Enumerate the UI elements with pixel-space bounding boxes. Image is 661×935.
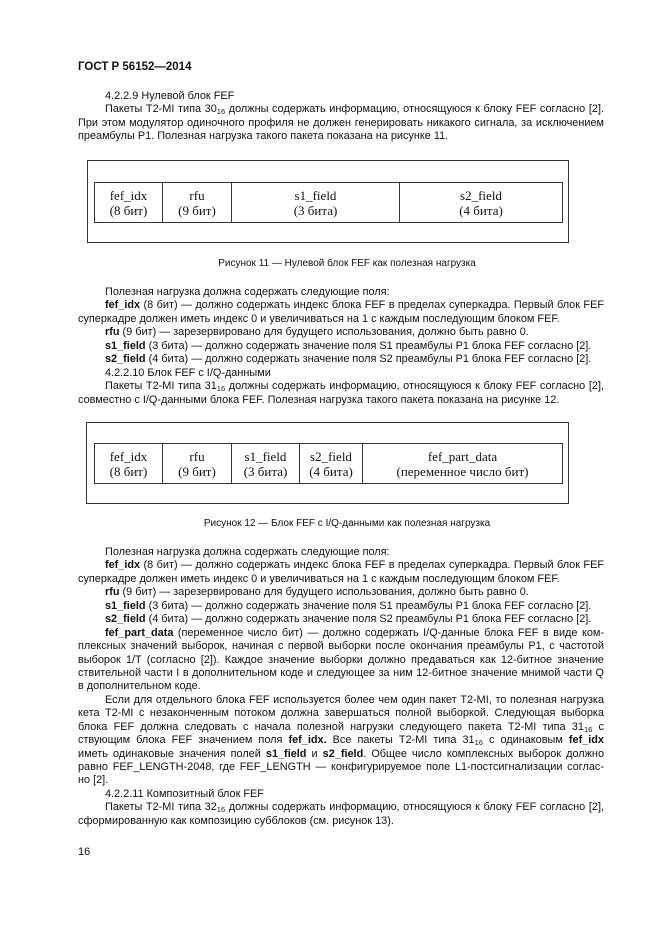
text-line	[78, 707, 604, 720]
text-line	[78, 286, 604, 299]
section-4-2-2-9	[78, 90, 604, 144]
subscript: 16	[216, 805, 226, 815]
field-term: rfu	[105, 586, 120, 599]
field-term: fef_idx.	[288, 734, 327, 747]
figure-12-payload-table	[94, 443, 563, 484]
field-name: rfu	[189, 448, 205, 464]
section-4-2-2-10	[78, 286, 604, 407]
subscript: 16	[474, 738, 483, 748]
text-segment: равно FEF_LENGTH-2048, где FEF_LENGTH — конфигурируемое поле L1-постсигнализации соглас-	[78, 761, 604, 773]
text-segment: ствительной части I в дополнительном коде и следующее за ним 12-битное значение мнимой части Q	[78, 666, 604, 679]
text-segment: (3 бита) — должно содержать значение поля S1 преамбулы P1 блока FEF согласно [2].	[145, 599, 592, 612]
field-size: (3 бита)	[293, 202, 338, 218]
text-line	[78, 573, 604, 586]
field-cell	[363, 444, 562, 483]
text-segment: должны содержать информацию, относящуюся к блоку FEF согласно [2],	[225, 801, 604, 814]
field-size: (8 бит)	[109, 202, 148, 218]
field-size: (4 бита)	[309, 463, 353, 479]
field-term: s2_field	[322, 747, 364, 760]
text-segment: преамбулы P1. Полезная нагрузка такого пакета показана на рисунке 11.	[78, 130, 449, 143]
field-cell	[163, 444, 232, 483]
text-line	[78, 90, 604, 103]
text-segment: (8 бит) — должно содержать индекс блока FEF в пределах суперкадра. Первый блок FEF	[143, 299, 604, 312]
text-segment: 4.2.2.9 Нулевой блок FEF	[105, 90, 235, 102]
field-cell	[163, 183, 232, 222]
text-segment: сформированную как композицию субблоков (см. рисунок 13).	[78, 814, 394, 827]
field-cell	[232, 183, 400, 222]
text-line	[78, 326, 604, 339]
field-cell	[300, 444, 363, 483]
text-line	[78, 130, 604, 143]
text-segment: но [2].	[78, 774, 109, 787]
text-segment: Пакеты T2-MI типа 31	[105, 380, 217, 393]
field-name: fef_idx	[109, 448, 148, 464]
text-line	[78, 299, 604, 312]
text-line	[78, 721, 604, 734]
text-segment: Полезная нагрузка должна содержать следующие поля:	[105, 286, 390, 298]
text-segment: (8 бит) — должно содержать индекс блока FEF в пределах суперкадра. Первый блок FEF	[143, 559, 604, 572]
section-fields-and-4-2-2-11	[78, 546, 604, 828]
field-size: (4 бита)	[459, 202, 503, 218]
text-line	[78, 680, 604, 693]
text-line	[78, 586, 604, 599]
text-segment: должны содержать информацию, относящуюся к блоку FEF согласно [2].	[225, 103, 604, 116]
text-segment: (9 бит) — зарезервировано для будущего использования, должно быть равно 0.	[119, 326, 529, 339]
text-line	[78, 394, 604, 407]
figure-12-caption: Рисунок 12 — Блок FEF с I/Q-данными как полезная нагрузка	[203, 518, 491, 529]
text-segment: выборок 1/T (согласно [2]). Каждое значение выборки должно предаваться как 12-битное значение	[78, 653, 604, 666]
text-segment: суперкадре должен иметь индекс 0 и увеличиваться на 1 с каждым последующим блоком FEF.	[78, 572, 560, 585]
text-segment: иметь одинаковые значения полей	[78, 747, 266, 760]
text-segment: плексных значений выборок, начиная с первой выборки после окончания преамбулы P1, с частотой	[78, 640, 604, 653]
text-segment: (3 бита) — должно содержать значение поля S1 преамбулы P1 блока FEF согласно [2].	[145, 339, 592, 352]
subscript: 16	[583, 724, 593, 734]
text-segment: Все пакеты T2-MI типа 31	[326, 734, 475, 747]
field-size: (переменное число бит)	[396, 463, 529, 479]
text-line	[78, 559, 604, 572]
text-line	[78, 748, 604, 761]
text-segment: ствующим блока FEF значением поля	[78, 734, 289, 747]
text-line	[78, 815, 604, 828]
text-segment: (переменное число бит) — должно содержать I/Q-данные блока FEF в виде ком-	[173, 626, 604, 639]
field-term: s1_field	[265, 747, 307, 760]
text-segment: в дополнительном коде.	[78, 680, 201, 693]
text-segment: (4 бита) — должно содержать значение поля S2 преамбулы P1 блока FEF согласно [2].	[145, 353, 592, 366]
text-line	[78, 613, 604, 626]
text-segment: . Общее число комплексных выборок должно	[363, 747, 604, 760]
text-segment: (9 бит) — зарезервировано для будущего использования, должно быть равно 0.	[119, 586, 529, 599]
text-line	[78, 103, 604, 116]
figure-11-caption: Рисунок 11 — Нулевой блок FEF как полезная нагрузка	[218, 258, 476, 269]
field-cell	[400, 183, 562, 222]
field-name: rfu	[189, 187, 205, 203]
field-name: s2_field	[310, 448, 352, 464]
field-term: fef_idx	[105, 299, 141, 312]
field-term: rfu	[105, 326, 120, 339]
text-segment: суперкадре должен иметь индекс 0 и увеличиваться на 1 с каждым последующим блоком FEF.	[78, 312, 560, 325]
field-term: fef_part_data	[105, 626, 174, 639]
field-term: s2_field	[105, 353, 146, 366]
field-term: fef_idx	[105, 559, 141, 572]
text-segment: При этом модулятор одиночного профиля не должен генерировать никакого сигнала, за исключением	[78, 116, 604, 129]
text-segment: 4.2.2.11 Композитный блок FEF	[105, 787, 264, 800]
text-segment: кета T2-MI с незаконченным потоком должна завершаться полной выборкой. Следующая выборка	[78, 707, 604, 720]
field-term: s1_field	[105, 599, 146, 612]
field-size: (8 бит)	[109, 463, 148, 479]
text-line	[78, 667, 604, 680]
text-line	[78, 761, 604, 774]
text-line	[78, 600, 604, 613]
subscript: 16	[216, 107, 226, 117]
field-term: fef_idx	[568, 734, 604, 747]
text-line	[78, 627, 604, 640]
subscript: 16	[216, 384, 226, 394]
figure-11-payload-table	[94, 182, 563, 223]
text-line	[78, 654, 604, 667]
field-name: s1_field	[294, 187, 337, 203]
text-line	[78, 117, 604, 130]
text-segment: Пакеты T2-MI типа 30	[105, 103, 217, 116]
text-line	[78, 546, 604, 559]
text-line	[78, 313, 604, 326]
text-line	[78, 788, 604, 801]
text-segment: с одинаковым	[482, 734, 569, 747]
text-line	[78, 694, 604, 707]
field-size: (3 бита)	[243, 463, 288, 479]
text-line	[78, 640, 604, 653]
field-size: (9 бит)	[178, 463, 216, 479]
text-segment: Полезная нагрузка должна содержать следующие поля:	[105, 546, 390, 558]
field-name: s1_field	[244, 448, 287, 464]
text-line	[78, 353, 604, 366]
text-line	[78, 734, 604, 747]
field-name: s2_field	[460, 187, 502, 203]
text-segment: с	[598, 720, 604, 733]
document-header: ГОСТ Р 56152—2014	[78, 61, 192, 73]
text-segment: Если для отдельного блока FEF используется более чем один пакет T2-MI, то полезная нагрузка	[105, 693, 604, 706]
text-segment: блока FEF должна следовать с начала полезной нагрузки следующего пакета T2-MI типа 31	[78, 720, 584, 733]
page-number: 16	[78, 846, 91, 858]
field-name: fef_idx	[109, 187, 148, 203]
field-cell	[95, 444, 163, 483]
text-segment: должны содержать информацию, относящуюся к блоку FEF согласно [2],	[225, 380, 604, 393]
text-segment: и	[306, 747, 323, 760]
field-term: s2_field	[105, 613, 146, 626]
text-segment: 4.2.2.10 Блок FEF с I/Q-данными	[105, 366, 271, 379]
text-line	[78, 367, 604, 380]
field-size: (9 бит)	[178, 202, 216, 218]
field-cell	[232, 444, 300, 483]
field-name: fef_part_data	[427, 448, 498, 464]
text-line	[78, 340, 604, 353]
field-cell	[95, 183, 163, 222]
field-term: s1_field	[105, 339, 146, 352]
text-segment: Пакеты T2-MI типа 32	[105, 801, 217, 814]
text-line	[78, 774, 604, 787]
text-line	[78, 380, 604, 393]
text-segment: (4 бита) — должно содержать значение поля S2 преамбулы P1 блока FEF согласно [2].	[145, 613, 592, 626]
text-line	[78, 801, 604, 814]
text-segment: совместно с I/Q-данными блока FEF. Полезная нагрузка такого пакета показана на рисунке 12.	[78, 393, 560, 406]
